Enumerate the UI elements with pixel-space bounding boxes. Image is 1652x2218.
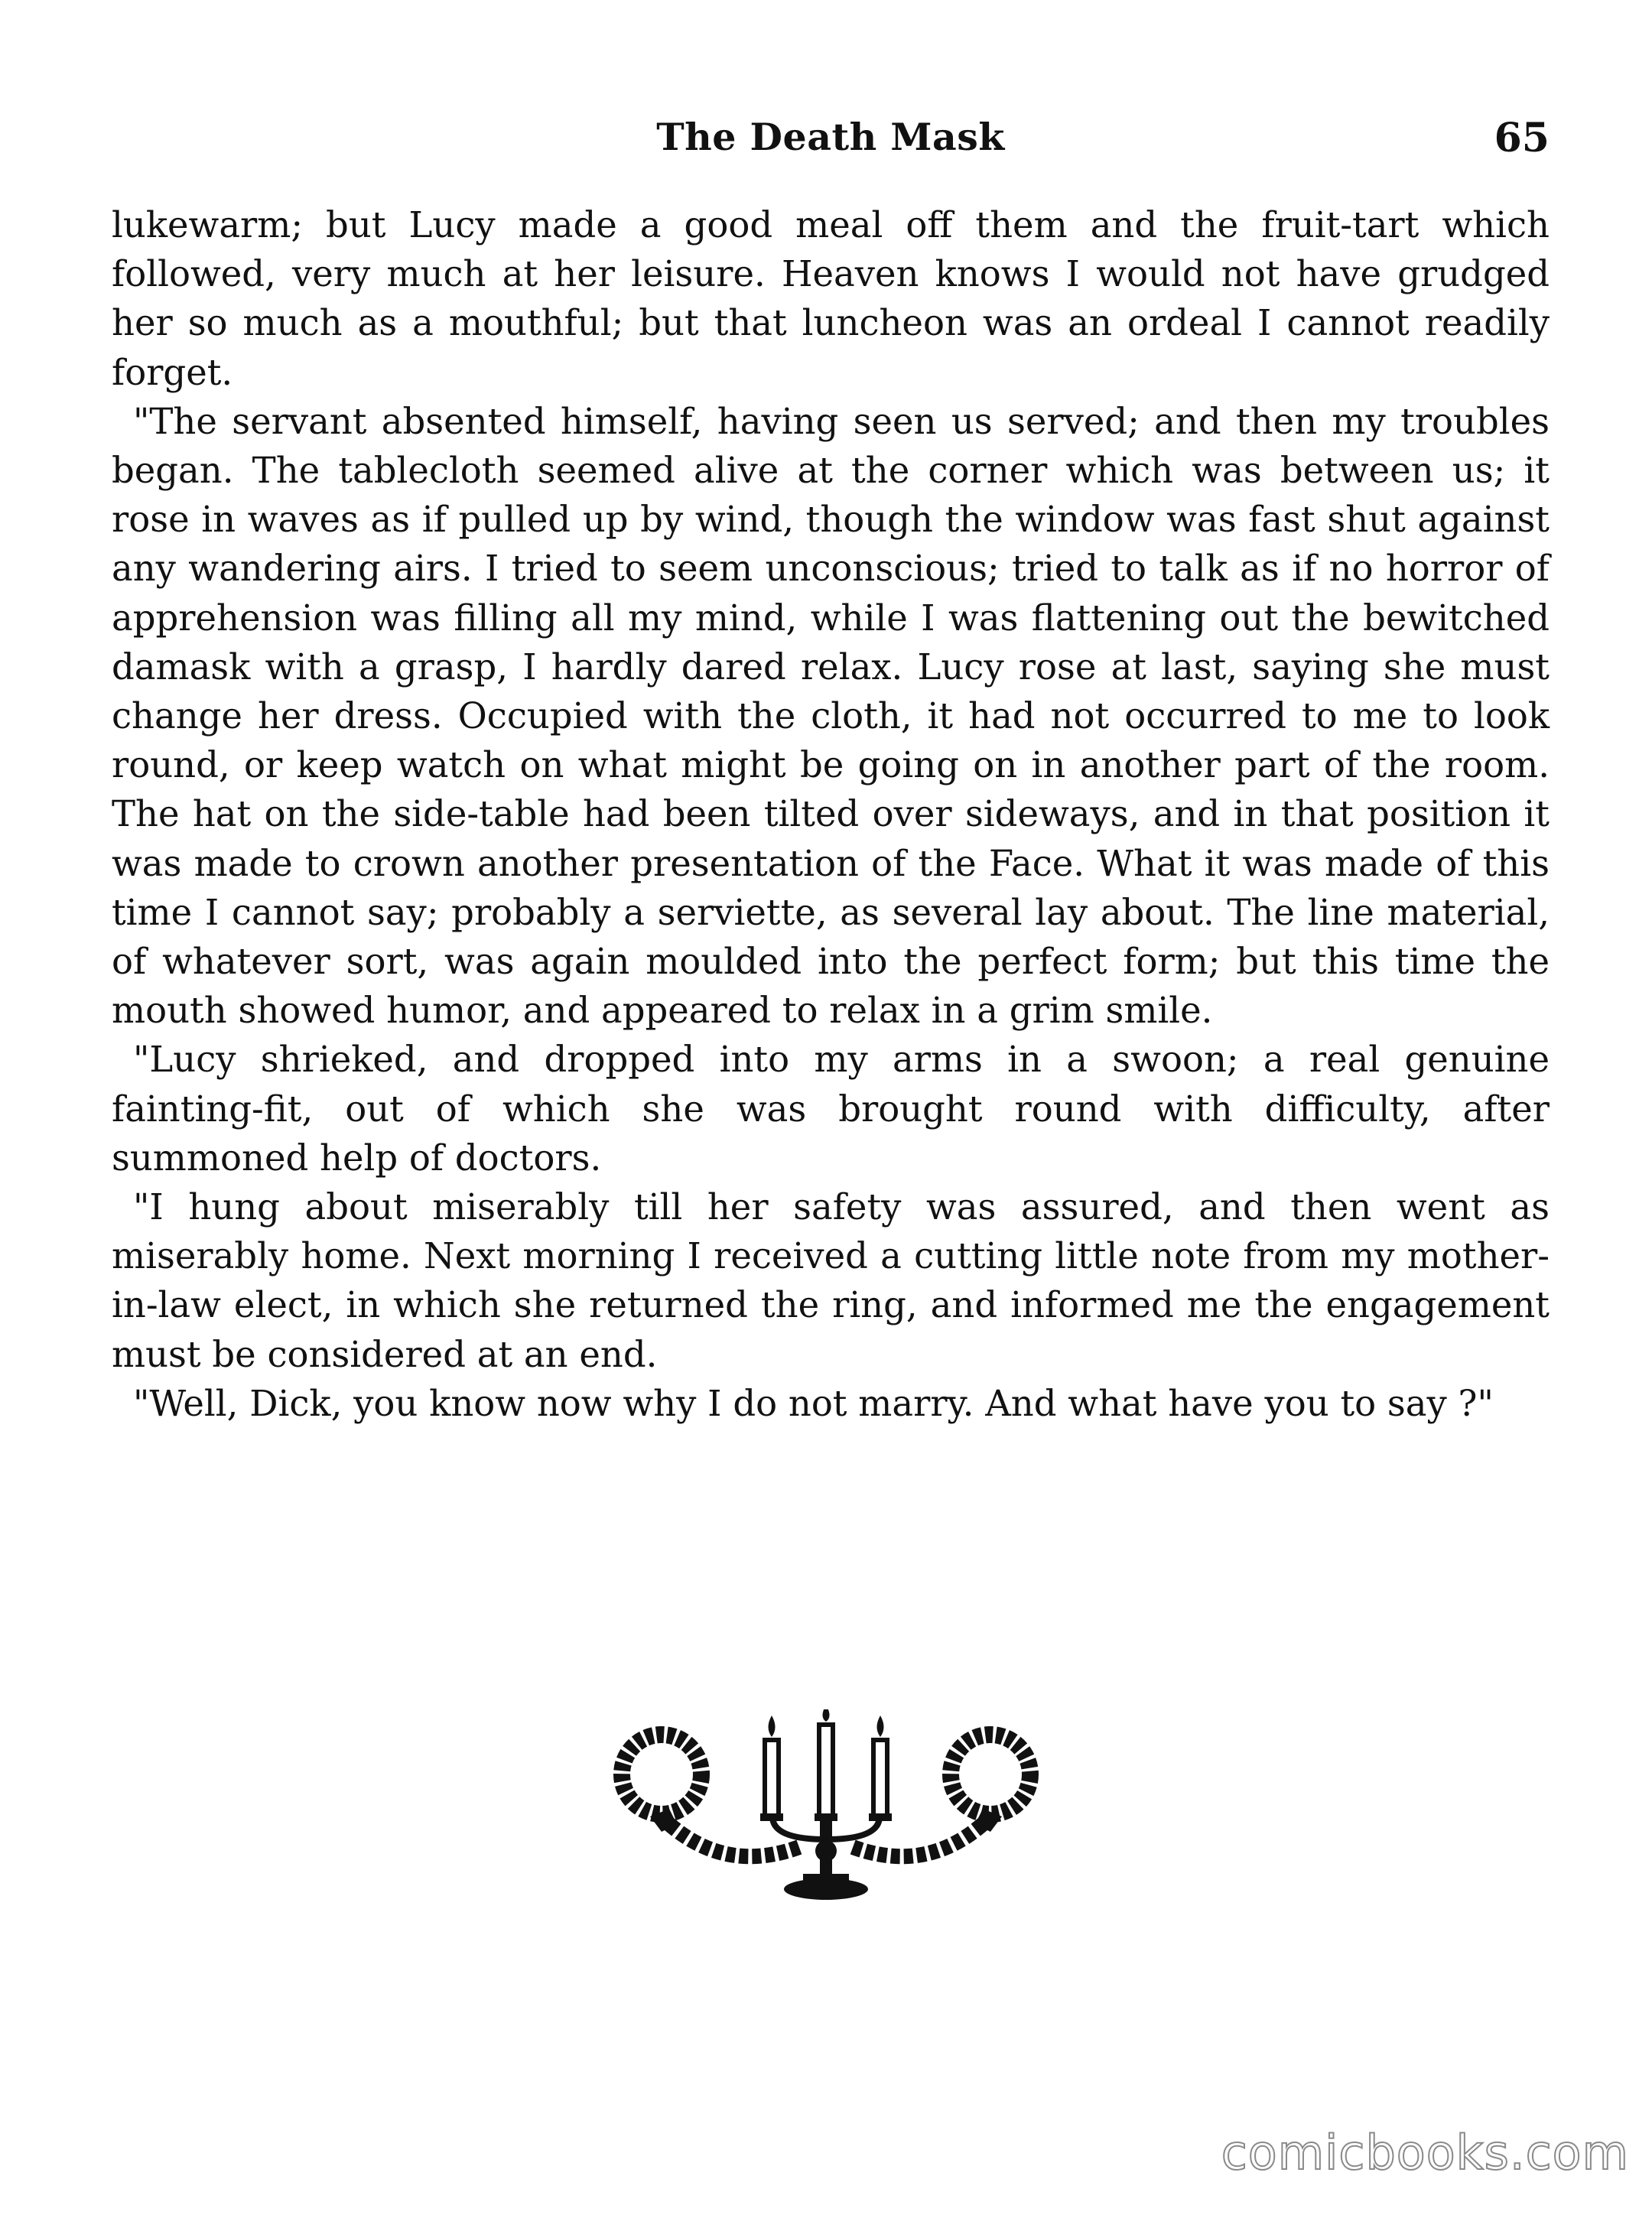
body-text — [112, 200, 1550, 1428]
candelabra-with-wreaths-icon — [597, 1709, 1055, 1916]
paragraph: "The servant absented himself, having seen us served; and then my troubles began. The tablecloth seemed alive at the corner which was between us; it rose in waves as if pulled up by wind, though the window was fast shut against any wandering airs. I tried to seem unconscious; tried to talk as if no horror of apprehension was filling all my mind, while I was flattening out the bewitched damask with a grasp, I hardly dared relax. Lucy rose at last, saying she must change her dress. Occupied with the cloth, it had not occurred to me to look round, or keep watch on what might be going on in another part of the room. The hat on the side-table had been tilted over sideways, and in that position it was made to crown another presentation of the Face. What it was made of this time I cannot say; probably a serviette, as several lay about. The line material, of whatever sort, was again moulded into the perfect form; but this time the mouth showed humor, and appeared to relax in a grim smile. — [112, 400, 1550, 1032]
page-number: 65 — [1494, 115, 1550, 161]
paragraph: "I hung about miserably till her safety was assured, and then went as miserably home. Next morning I received a cutting little note from my mother-in-law elect, in which she returned the ring, and informed me the engagement must be considered at an end. — [112, 1186, 1550, 1375]
running-title: The Death Mask — [656, 115, 1005, 159]
paragraph: "Well, Dick, you know now why I do not marry. And what have you to say ?" — [133, 1382, 1494, 1424]
page-header — [112, 115, 1550, 176]
site-watermark: comicbooks.com — [1221, 2125, 1629, 2181]
paragraph: lukewarm; but Lucy made a good meal off them and the fruit-tart which followed, very much at her leisure. Heaven knows I would not have grudged her so much as a mouthful; but that luncheon was an ordeal I cannot readily forget. — [112, 204, 1550, 393]
paragraph: "Lucy shrieked, and dropped into my arms in a swoon; a real genuine fainting-fit, out of which she was brought round with difficulty, after summoned help of doctors. — [112, 1039, 1550, 1179]
